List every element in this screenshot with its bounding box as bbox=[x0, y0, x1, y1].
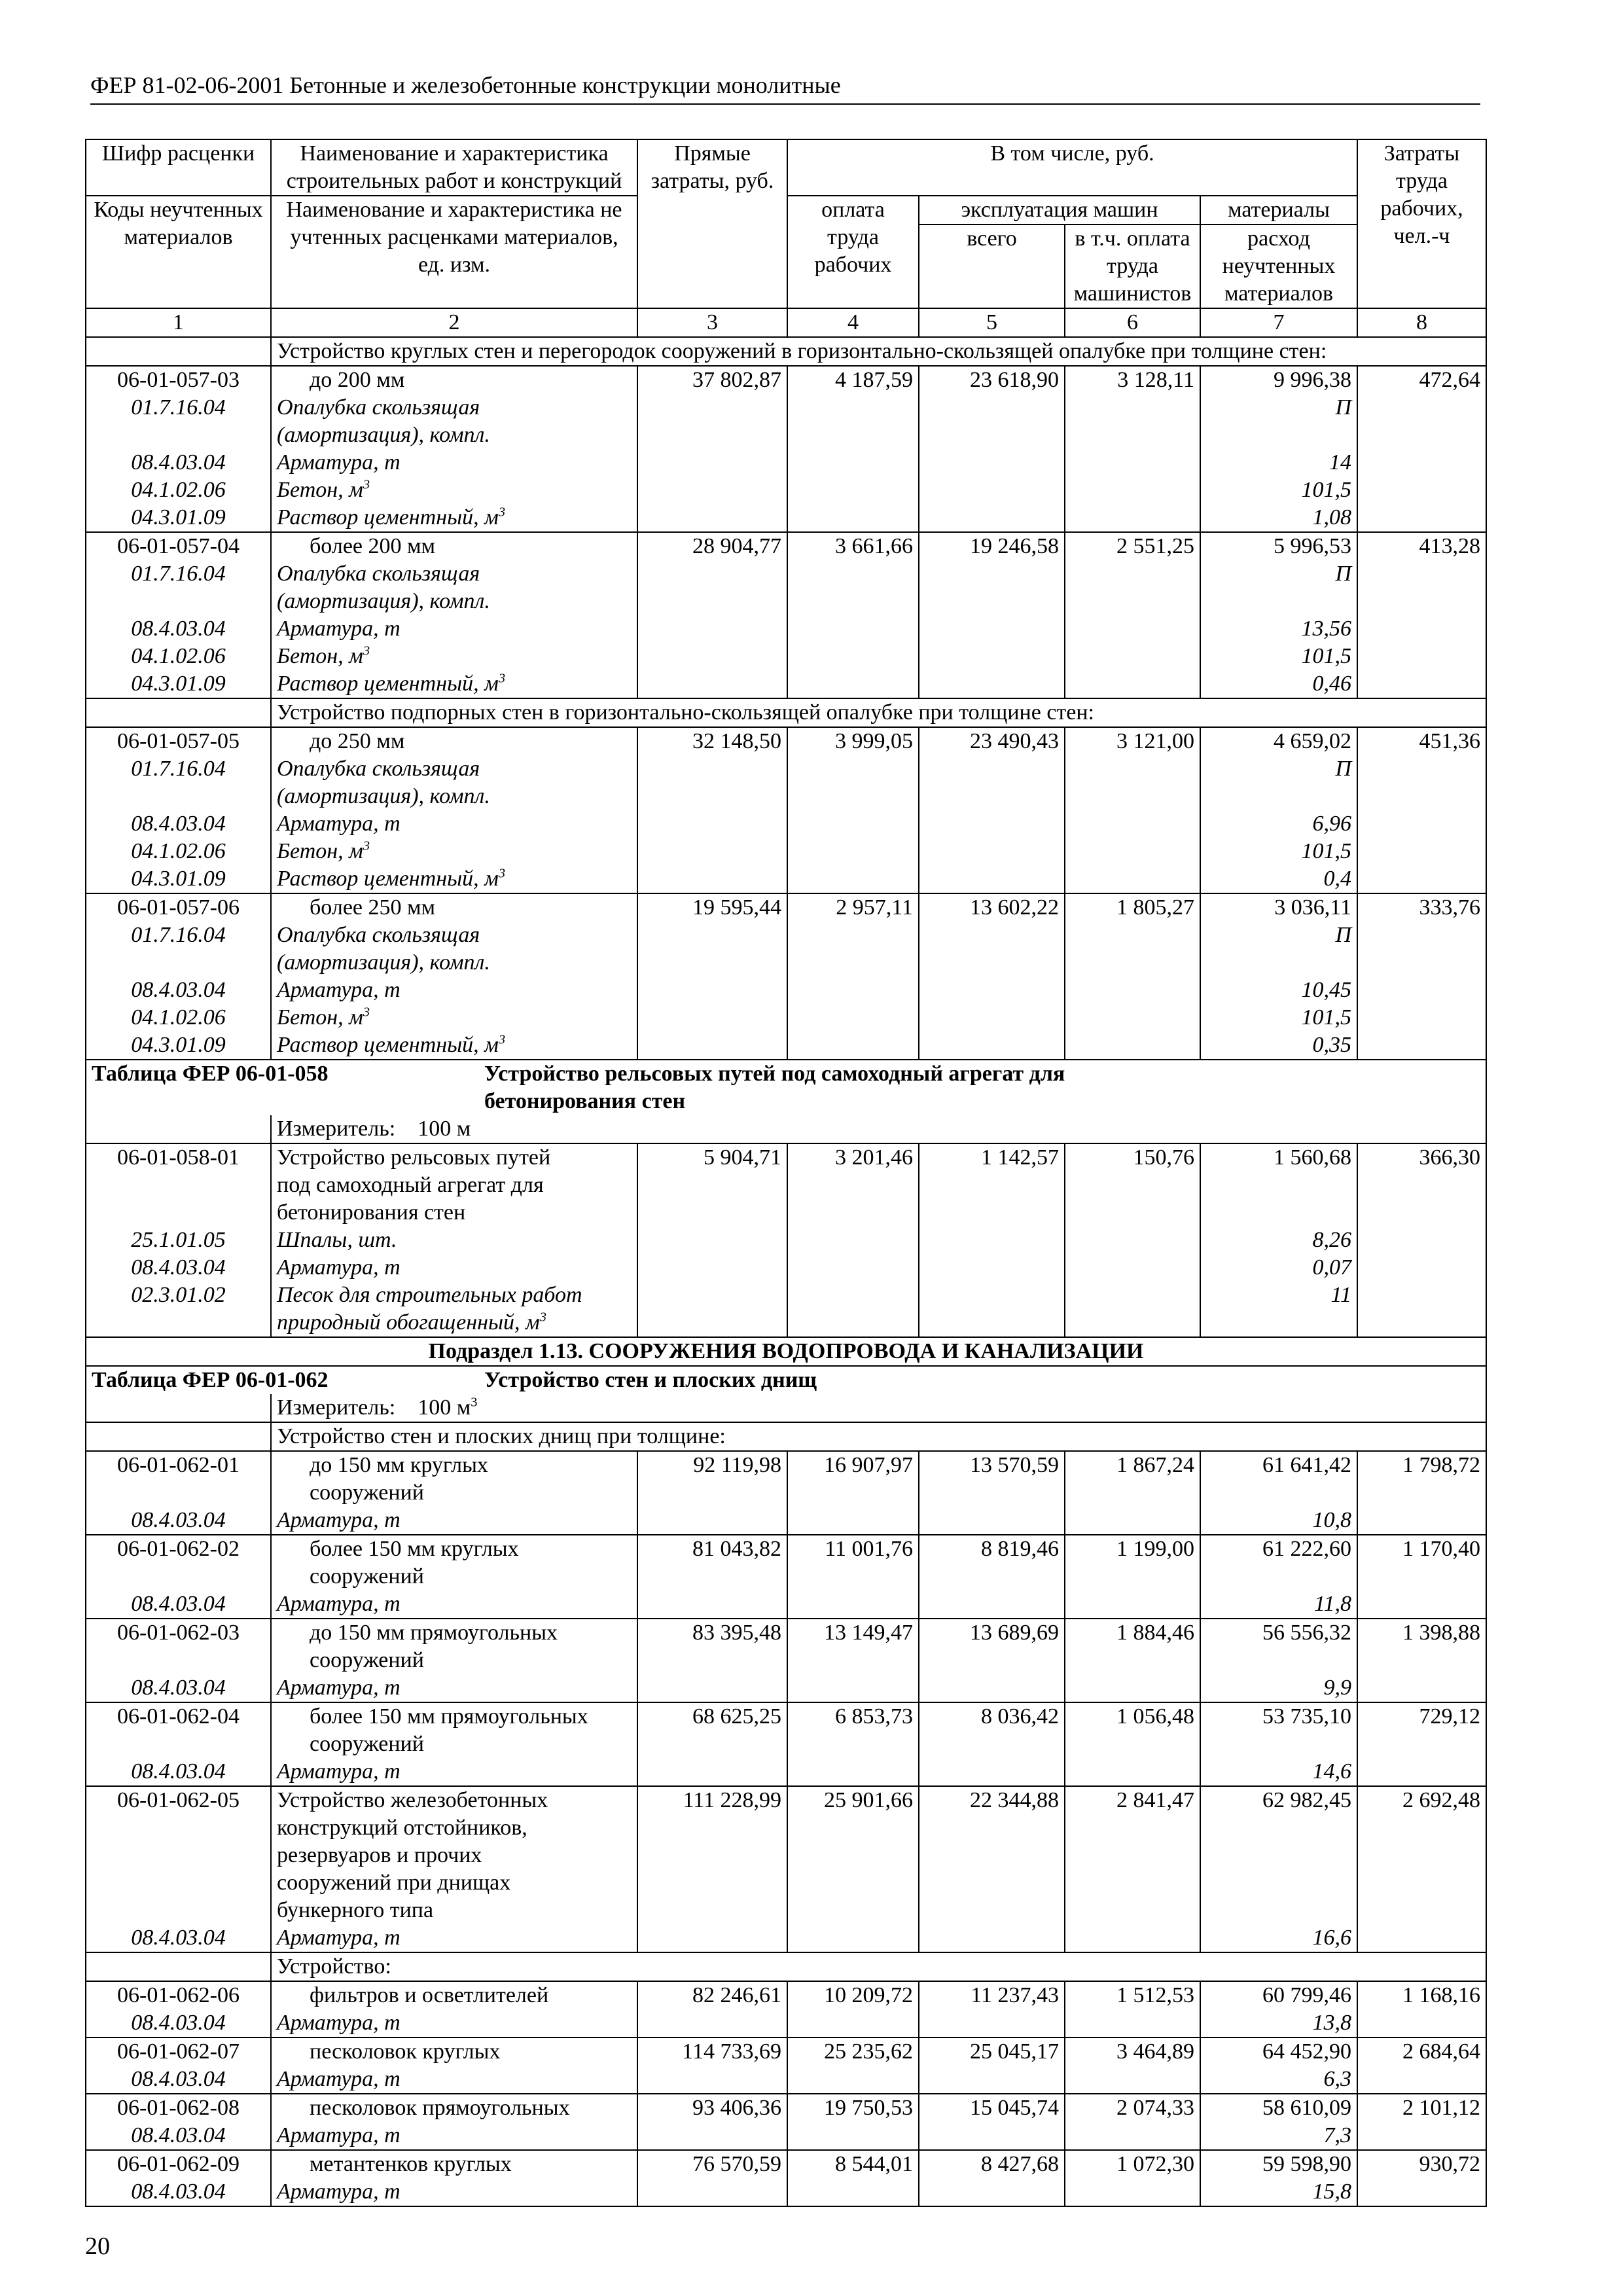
group-heading: Устройство подпорных стен в горизонтально-скользящей опалубке при толщине стен: bbox=[271, 698, 1486, 727]
machine-cost: 8 819,46 bbox=[919, 1535, 1065, 1563]
mat-name: Арматура, т bbox=[271, 1674, 637, 1702]
measure-label: Измеритель: bbox=[277, 1395, 396, 1420]
mat-name bbox=[271, 670, 637, 698]
mat-name bbox=[271, 476, 637, 504]
labor-cost: 3 201,46 bbox=[787, 1143, 919, 1172]
materials-cost: 1 560,68 bbox=[1200, 1143, 1357, 1172]
mat-value: 0,35 bbox=[1200, 1031, 1357, 1060]
machine-cost: 13 689,69 bbox=[919, 1619, 1065, 1647]
rate-code: 06-01-062-04 bbox=[86, 1702, 271, 1731]
mat-code: 04.3.01.09 bbox=[86, 865, 271, 893]
rate-code: 06-01-057-04 bbox=[86, 532, 271, 560]
mat-name: Песок для строительных работ bbox=[271, 1282, 637, 1309]
machine-cost: 11 237,43 bbox=[919, 1981, 1065, 2009]
mat-name-text: Бетон, м bbox=[277, 1005, 363, 1030]
mat-value: 0,07 bbox=[1200, 1254, 1357, 1282]
rate-name: конструкций отстойников, bbox=[271, 1814, 637, 1842]
mat-name: Шпалы, шт. bbox=[271, 1227, 637, 1254]
mat-name bbox=[271, 504, 637, 532]
workers-hours: 472,64 bbox=[1357, 366, 1486, 394]
rate-name: под самоходный агрегат для bbox=[271, 1172, 637, 1199]
rate-name: песколовок прямоугольных bbox=[271, 2094, 637, 2122]
mat-value: 6,3 bbox=[1200, 2066, 1357, 2094]
machine-cost: 8 036,42 bbox=[919, 1702, 1065, 1731]
mat-value: П bbox=[1200, 394, 1357, 422]
table-title-058 bbox=[86, 1060, 1486, 1088]
mat-value: 101,5 bbox=[1200, 476, 1357, 504]
direct-cost: 82 246,61 bbox=[637, 1981, 787, 2009]
mat-name-text: Бетон, м bbox=[277, 644, 363, 668]
workers-hours: 333,76 bbox=[1357, 893, 1486, 922]
labor-cost: 2 957,11 bbox=[787, 893, 919, 922]
machine-cost: 25 045,17 bbox=[919, 2037, 1065, 2066]
mat-name: Арматура, т bbox=[271, 810, 637, 838]
hdr-direct: Прямые затраты, руб. bbox=[637, 139, 787, 308]
mat-name: Арматура, т bbox=[271, 2009, 637, 2037]
direct-cost: 111 228,99 bbox=[637, 1786, 787, 1814]
rate-name: резервуаров и прочих bbox=[271, 1842, 637, 1869]
machinist-cost: 2 074,33 bbox=[1065, 2094, 1200, 2122]
labor-cost: 4 187,59 bbox=[787, 366, 919, 394]
mat-code: 01.7.16.04 bbox=[86, 755, 271, 783]
materials-cost: 3 036,11 bbox=[1200, 893, 1357, 922]
hdr-mach-total: всего bbox=[919, 224, 1065, 308]
mat-name: Опалубка скользящая bbox=[271, 922, 637, 949]
direct-cost: 19 595,44 bbox=[637, 893, 787, 922]
machinist-cost: 1 512,53 bbox=[1065, 1981, 1200, 2009]
labor-cost: 10 209,72 bbox=[787, 1981, 919, 2009]
machinist-cost: 3 121,00 bbox=[1065, 727, 1200, 755]
table-title-062 bbox=[86, 1366, 1486, 1394]
mat-name: Арматура, т bbox=[271, 1254, 637, 1282]
rate-name: более 200 мм bbox=[271, 532, 637, 560]
mat-name: (амортизация), компл. bbox=[271, 949, 637, 977]
machinist-cost: 150,76 bbox=[1065, 1143, 1200, 1172]
mat-code: 08.4.03.04 bbox=[86, 615, 271, 643]
col-num: 7 bbox=[1200, 308, 1357, 337]
rate-name: сооружений bbox=[271, 1563, 637, 1590]
mat-name-text: Раствор цементный, м bbox=[277, 505, 499, 529]
mat-name: (амортизация), компл. bbox=[271, 783, 637, 810]
workers-hours: 930,72 bbox=[1357, 2150, 1486, 2178]
rate-name: до 250 мм bbox=[271, 727, 637, 755]
sup: 3 bbox=[363, 838, 370, 853]
mat-code: 08.4.03.04 bbox=[86, 1507, 271, 1535]
rate-code: 06-01-058-01 bbox=[86, 1143, 271, 1172]
materials-cost: 62 982,45 bbox=[1200, 1786, 1357, 1814]
rate-name: песколовок круглых bbox=[271, 2037, 637, 2066]
rate-name: сооружений bbox=[271, 1647, 637, 1674]
workers-hours: 413,28 bbox=[1357, 532, 1486, 560]
sup: 3 bbox=[363, 643, 370, 658]
rate-name: Устройство рельсовых путей bbox=[271, 1143, 637, 1172]
hdr-mat-usage: расход неучтенных материалов bbox=[1200, 224, 1357, 308]
machine-cost: 23 618,90 bbox=[919, 366, 1065, 394]
mat-name: Арматура, т bbox=[271, 977, 637, 1004]
col-num: 6 bbox=[1065, 308, 1200, 337]
col-num: 2 bbox=[271, 308, 637, 337]
table-title-text: Устройство стен и плоских днищ bbox=[484, 1368, 817, 1392]
mat-value: 8,26 bbox=[1200, 1227, 1357, 1254]
rate-name: бункерного типа bbox=[271, 1897, 637, 1924]
labor-cost: 3 999,05 bbox=[787, 727, 919, 755]
mat-value: 14 bbox=[1200, 449, 1357, 476]
materials-cost: 61 641,42 bbox=[1200, 1451, 1357, 1479]
machinist-cost: 1 884,46 bbox=[1065, 1619, 1200, 1647]
sup: 3 bbox=[498, 505, 506, 520]
group-heading: Устройство круглых стен и перегородок сооружений в горизонтально-скользящей опалубке при толщине стен: bbox=[271, 337, 1486, 366]
mat-value: 6,96 bbox=[1200, 810, 1357, 838]
mat-value: 101,5 bbox=[1200, 643, 1357, 670]
mat-name: Арматура, т bbox=[271, 449, 637, 476]
labor-cost: 16 907,97 bbox=[787, 1451, 919, 1479]
mat-name bbox=[271, 838, 637, 865]
workers-hours: 1 798,72 bbox=[1357, 1451, 1486, 1479]
rate-name: до 200 мм bbox=[271, 366, 637, 394]
col-num: 8 bbox=[1357, 308, 1486, 337]
machinist-cost: 2 551,25 bbox=[1065, 532, 1200, 560]
mat-code: 08.4.03.04 bbox=[86, 2122, 271, 2150]
rate-name: метантенков круглых bbox=[271, 2150, 637, 2178]
rate-code: 06-01-062-08 bbox=[86, 2094, 271, 2122]
measure-value: 100 м bbox=[418, 1117, 471, 1141]
rate-code: 06-01-057-05 bbox=[86, 727, 271, 755]
rate-name: бетонирования стен bbox=[271, 1199, 637, 1227]
machine-cost: 1 142,57 bbox=[919, 1143, 1065, 1172]
mat-value: 16,6 bbox=[1200, 1924, 1357, 1952]
mat-name: Арматура, т bbox=[271, 615, 637, 643]
rate-name: более 150 мм круглых bbox=[271, 1535, 637, 1563]
mat-code: 04.3.01.09 bbox=[86, 670, 271, 698]
mat-value: 11 bbox=[1200, 1282, 1357, 1309]
sup: 3 bbox=[363, 1005, 370, 1020]
measure-label: Измеритель: bbox=[277, 1117, 396, 1141]
col-num: 1 bbox=[86, 308, 271, 337]
rate-name: сооружений bbox=[271, 1479, 637, 1507]
materials-cost: 9 996,38 bbox=[1200, 366, 1357, 394]
materials-cost: 58 610,09 bbox=[1200, 2094, 1357, 2122]
direct-cost: 28 904,77 bbox=[637, 532, 787, 560]
materials-cost: 5 996,53 bbox=[1200, 532, 1357, 560]
mat-value: 10,45 bbox=[1200, 977, 1357, 1004]
hdr-mach-labor: в т.ч. оплата труда машинистов bbox=[1065, 224, 1200, 308]
hdr-labor: оплата труда рабочих bbox=[787, 196, 919, 308]
workers-hours: 1 398,88 bbox=[1357, 1619, 1486, 1647]
labor-cost: 11 001,76 bbox=[787, 1535, 919, 1563]
group-heading: Устройство: bbox=[271, 1952, 1486, 1981]
mat-name-text: Бетон, м bbox=[277, 478, 363, 502]
mat-code: 04.1.02.06 bbox=[86, 643, 271, 670]
hdr-code: Шифр расценки bbox=[86, 139, 271, 196]
rates-table bbox=[85, 139, 1487, 2207]
machine-cost: 22 344,88 bbox=[919, 1786, 1065, 1814]
labor-cost: 19 750,53 bbox=[787, 2094, 919, 2122]
page-header: ФЕР 81-02-06-2001 Бетонные и железобетонные конструкции монолитные bbox=[90, 71, 1480, 105]
rate-code: 06-01-062-01 bbox=[86, 1451, 271, 1479]
mat-name: Арматура, т bbox=[271, 2178, 637, 2206]
rate-name: сооружений bbox=[271, 1731, 637, 1758]
hdr-machines: эксплуатация машин bbox=[919, 196, 1200, 224]
rate-name: сооружений при днищах bbox=[271, 1869, 637, 1897]
materials-cost: 56 556,32 bbox=[1200, 1619, 1357, 1647]
mat-value: 15,8 bbox=[1200, 2178, 1357, 2206]
hdr-name: Наименование и характеристика строительных работ и конструкций bbox=[271, 139, 637, 196]
mat-code: 04.1.02.06 bbox=[86, 1004, 271, 1031]
rate-code: 06-01-062-03 bbox=[86, 1619, 271, 1647]
mat-value: П bbox=[1200, 755, 1357, 783]
mat-name: (амортизация), компл. bbox=[271, 588, 637, 615]
rate-name: Устройство железобетонных bbox=[271, 1786, 637, 1814]
mat-value: 13,8 bbox=[1200, 2009, 1357, 2037]
workers-hours: 729,12 bbox=[1357, 1702, 1486, 1731]
col-num: 3 bbox=[637, 308, 787, 337]
labor-cost: 3 661,66 bbox=[787, 532, 919, 560]
labor-cost: 25 235,62 bbox=[787, 2037, 919, 2066]
section-title: Подраздел 1.13. СООРУЖЕНИЯ ВОДОПРОВОДА И КАНАЛИЗАЦИИ bbox=[86, 1337, 1486, 1366]
workers-hours: 2 684,64 bbox=[1357, 2037, 1486, 2066]
rate-name: более 150 мм прямоугольных bbox=[271, 1702, 637, 1731]
mat-code: 25.1.01.05 bbox=[86, 1227, 271, 1254]
mat-value: П bbox=[1200, 560, 1357, 588]
mat-code: 08.4.03.04 bbox=[86, 2009, 271, 2037]
direct-cost: 68 625,25 bbox=[637, 1702, 787, 1731]
mat-value: 0,4 bbox=[1200, 865, 1357, 893]
hdr-workers: Затраты труда рабочих, чел.-ч bbox=[1357, 139, 1486, 308]
table-label: Таблица ФЕР 06-01-058 bbox=[92, 1062, 329, 1086]
group-heading: Устройство стен и плоских днищ при толщине: bbox=[271, 1422, 1486, 1451]
mat-value: 9,9 bbox=[1200, 1674, 1357, 1702]
mat-code: 08.4.03.04 bbox=[86, 2066, 271, 2094]
sup: 3 bbox=[539, 1310, 546, 1325]
direct-cost: 114 733,69 bbox=[637, 2037, 787, 2066]
mat-code: 08.4.03.04 bbox=[86, 1674, 271, 1702]
rate-code: 06-01-057-06 bbox=[86, 893, 271, 922]
mat-name-text: Раствор цементный, м bbox=[277, 672, 499, 696]
rate-code: 06-01-062-02 bbox=[86, 1535, 271, 1563]
machine-cost: 8 427,68 bbox=[919, 2150, 1065, 2178]
rate-code: 06-01-062-09 bbox=[86, 2150, 271, 2178]
mat-name: Арматура, т bbox=[271, 2066, 637, 2094]
mat-name: Арматура, т bbox=[271, 2122, 637, 2150]
hdr-incl: В том числе, руб. bbox=[787, 139, 1357, 196]
mat-code: 04.3.01.09 bbox=[86, 1031, 271, 1060]
hdr-materials: материалы bbox=[1200, 196, 1357, 224]
machine-cost: 13 570,59 bbox=[919, 1451, 1065, 1479]
mat-code: 08.4.03.04 bbox=[86, 1924, 271, 1952]
machine-cost: 13 602,22 bbox=[919, 893, 1065, 922]
machinist-cost: 3 128,11 bbox=[1065, 366, 1200, 394]
table-title-text: бетонирования стен bbox=[484, 1089, 686, 1113]
mat-value: 11,8 bbox=[1200, 1590, 1357, 1619]
mat-code: 08.4.03.04 bbox=[86, 1758, 271, 1786]
table-title-text: Устройство рельсовых путей под самоходный агрегат для bbox=[484, 1062, 1065, 1086]
machine-cost: 15 045,74 bbox=[919, 2094, 1065, 2122]
rate-name: до 150 мм круглых bbox=[271, 1451, 637, 1479]
mat-value: 101,5 bbox=[1200, 838, 1357, 865]
mat-name-text: Бетон, м bbox=[277, 839, 363, 863]
measure-058 bbox=[271, 1115, 1486, 1143]
sup: 3 bbox=[498, 671, 506, 686]
direct-cost: 37 802,87 bbox=[637, 366, 787, 394]
rate-code: 06-01-062-06 bbox=[86, 1981, 271, 2009]
materials-cost: 59 598,90 bbox=[1200, 2150, 1357, 2178]
mat-name: (амортизация), компл. bbox=[271, 422, 637, 449]
mat-value: 0,46 bbox=[1200, 670, 1357, 698]
workers-hours: 366,30 bbox=[1357, 1143, 1486, 1172]
workers-hours: 1 168,16 bbox=[1357, 1981, 1486, 2009]
mat-code: 08.4.03.04 bbox=[86, 1254, 271, 1282]
machinist-cost: 3 464,89 bbox=[1065, 2037, 1200, 2066]
mat-value: 101,5 bbox=[1200, 1004, 1357, 1031]
rate-name: до 150 мм прямоугольных bbox=[271, 1619, 637, 1647]
mat-name bbox=[271, 1004, 637, 1031]
rate-code: 06-01-062-05 bbox=[86, 1786, 271, 1814]
mat-code: 01.7.16.04 bbox=[86, 394, 271, 422]
workers-hours: 2 692,48 bbox=[1357, 1786, 1486, 1814]
machinist-cost: 1 805,27 bbox=[1065, 893, 1200, 922]
mat-value: 1,08 bbox=[1200, 504, 1357, 532]
mat-value: 14,6 bbox=[1200, 1758, 1357, 1786]
sup: 3 bbox=[498, 1032, 506, 1047]
mat-value: 13,56 bbox=[1200, 615, 1357, 643]
direct-cost: 81 043,82 bbox=[637, 1535, 787, 1563]
rate-code: 06-01-057-03 bbox=[86, 366, 271, 394]
rate-code: 06-01-062-07 bbox=[86, 2037, 271, 2066]
materials-cost: 4 659,02 bbox=[1200, 727, 1357, 755]
mat-name bbox=[271, 1031, 637, 1060]
mat-code: 01.7.16.04 bbox=[86, 560, 271, 588]
materials-cost: 60 799,46 bbox=[1200, 1981, 1357, 2009]
machinist-cost: 1 072,30 bbox=[1065, 2150, 1200, 2178]
direct-cost: 93 406,36 bbox=[637, 2094, 787, 2122]
page-number: 20 bbox=[85, 2233, 110, 2260]
labor-cost: 13 149,47 bbox=[787, 1619, 919, 1647]
workers-hours: 1 170,40 bbox=[1357, 1535, 1486, 1563]
col-num: 4 bbox=[787, 308, 919, 337]
mat-value: 10,8 bbox=[1200, 1507, 1357, 1535]
mat-code: 08.4.03.04 bbox=[86, 810, 271, 838]
rate-name: более 250 мм bbox=[271, 893, 637, 922]
mat-name: Арматура, т bbox=[271, 1758, 637, 1786]
table-label: Таблица ФЕР 06-01-062 bbox=[92, 1368, 329, 1392]
rate-name: фильтров и осветлителей bbox=[271, 1981, 637, 2009]
measure-value: 100 м bbox=[418, 1395, 471, 1420]
mat-name: Арматура, т bbox=[271, 1507, 637, 1535]
mat-name: Опалубка скользящая bbox=[271, 560, 637, 588]
mat-code: 04.1.02.06 bbox=[86, 476, 271, 504]
mat-name-text: Раствор цементный, м bbox=[277, 1033, 499, 1057]
materials-cost: 61 222,60 bbox=[1200, 1535, 1357, 1563]
machinist-cost: 1 056,48 bbox=[1065, 1702, 1200, 1731]
mat-name: Опалубка скользящая bbox=[271, 755, 637, 783]
materials-cost: 53 735,10 bbox=[1200, 1702, 1357, 1731]
mat-code: 08.4.03.04 bbox=[86, 449, 271, 476]
mat-name: Опалубка скользящая bbox=[271, 394, 637, 422]
sup: 3 bbox=[363, 477, 370, 492]
direct-cost: 5 904,71 bbox=[637, 1143, 787, 1172]
mat-code: 08.4.03.04 bbox=[86, 2178, 271, 2206]
workers-hours: 451,36 bbox=[1357, 727, 1486, 755]
labor-cost: 6 853,73 bbox=[787, 1702, 919, 1731]
machinist-cost: 1 199,00 bbox=[1065, 1535, 1200, 1563]
materials-cost: 64 452,90 bbox=[1200, 2037, 1357, 2066]
mat-code: 04.1.02.06 bbox=[86, 838, 271, 865]
mat-name: Арматура, т bbox=[271, 1924, 637, 1952]
labor-cost: 8 544,01 bbox=[787, 2150, 919, 2178]
mat-name-text: Раствор цементный, м bbox=[277, 867, 499, 891]
machinist-cost: 1 867,24 bbox=[1065, 1451, 1200, 1479]
workers-hours: 2 101,12 bbox=[1357, 2094, 1486, 2122]
mat-name bbox=[271, 643, 637, 670]
sup: 3 bbox=[498, 866, 506, 881]
direct-cost: 92 119,98 bbox=[637, 1451, 787, 1479]
direct-cost: 83 395,48 bbox=[637, 1619, 787, 1647]
mat-code: 02.3.01.02 bbox=[86, 1282, 271, 1309]
mat-code: 04.3.01.09 bbox=[86, 504, 271, 532]
hdr-code-mat: Коды неучтенных материалов bbox=[86, 196, 271, 308]
mat-code: 08.4.03.04 bbox=[86, 977, 271, 1004]
machinist-cost: 2 841,47 bbox=[1065, 1786, 1200, 1814]
mat-name-text: природный обогащенный, м bbox=[277, 1310, 540, 1335]
mat-name: Арматура, т bbox=[271, 1590, 637, 1619]
labor-cost: 25 901,66 bbox=[787, 1786, 919, 1814]
direct-cost: 76 570,59 bbox=[637, 2150, 787, 2178]
hdr-name-mat: Наименование и характеристика не учтенных расценками материалов, ед. изм. bbox=[271, 196, 637, 308]
machine-cost: 19 246,58 bbox=[919, 532, 1065, 560]
mat-name bbox=[271, 865, 637, 893]
machine-cost: 23 490,43 bbox=[919, 727, 1065, 755]
direct-cost: 32 148,50 bbox=[637, 727, 787, 755]
col-num: 5 bbox=[919, 308, 1065, 337]
measure-062 bbox=[271, 1394, 1486, 1422]
sup: 3 bbox=[471, 1395, 478, 1410]
mat-code: 08.4.03.04 bbox=[86, 1590, 271, 1619]
mat-code: 01.7.16.04 bbox=[86, 922, 271, 949]
mat-value: П bbox=[1200, 922, 1357, 949]
mat-name bbox=[271, 1309, 637, 1337]
mat-value: 7,3 bbox=[1200, 2122, 1357, 2150]
